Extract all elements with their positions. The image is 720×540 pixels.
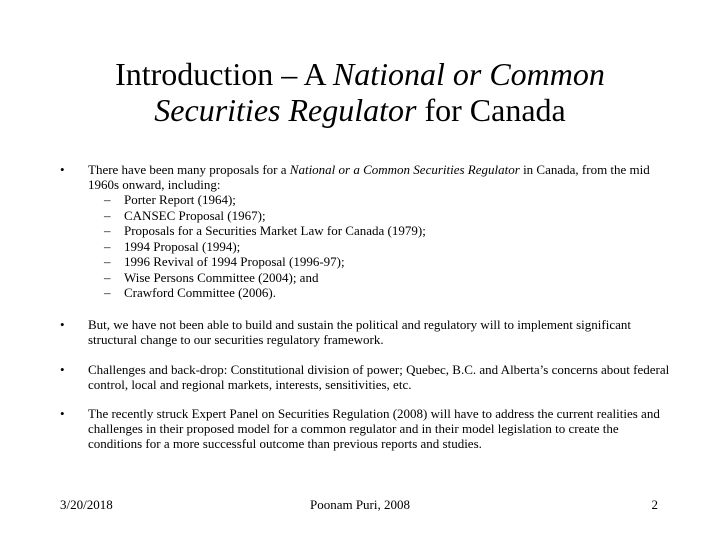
list-item-text: CANSEC Proposal (1967); (124, 207, 266, 223)
title-emphasis: Securities Regulator (154, 92, 417, 128)
proposal-list (88, 192, 676, 301)
dash-marker: – (104, 238, 111, 254)
bullet-expert-panel (56, 406, 676, 451)
bullet-text: in Canada, from the mid 1960s onward, including: (88, 162, 650, 192)
bullet-text: Challenges and back-drop: Constitutional division of power; Quebec, B.C. and Alberta’s concerns about federal control, local and regional markets, interests, sensitivities, etc. (88, 361, 670, 392)
dash-marker: – (104, 285, 111, 300)
bullet-text: There have been many proposals for a (88, 162, 290, 177)
list-item-text: 1994 Proposal (1994); (124, 238, 241, 254)
list-item (104, 285, 676, 301)
footer-author: Poonam Puri, 2008 (309, 497, 411, 512)
bullet-emphasis: National or a Common Securities Regulator (289, 162, 520, 177)
bullet-text: But, we have not been able to build and sustain the political and regulatory will to implement significant structural change to our securities regulatory framework. (88, 316, 631, 347)
title-line-2 (60, 92, 660, 128)
title-emphasis: National or Common (332, 56, 605, 92)
dash-marker: – (104, 254, 111, 269)
slide-body (56, 162, 676, 451)
title-text: Introduction – A (115, 56, 333, 92)
bullet-challenges (56, 362, 676, 392)
dash-marker: – (104, 223, 111, 238)
footer-date: 3/20/2018 (60, 497, 113, 512)
list-item (104, 208, 676, 224)
dash-marker: – (104, 207, 111, 223)
bullet-text: The recently struck Expert Panel on Securities Regulation (2008) will have to address the current realities and challenges in their proposed model for a common regulator and in their model legislation to create the conditions for a more successful outcome than previous reports and studies. (88, 405, 660, 451)
list-item (104, 254, 676, 270)
bullet-marker: • (60, 405, 65, 421)
list-item-text: Porter Report (1964); (124, 192, 236, 207)
list-item-text: Crawford Committee (2006). (124, 285, 276, 300)
dash-marker: – (104, 192, 111, 207)
list-item (104, 239, 676, 255)
list-item (104, 223, 676, 239)
list-item-text: Proposals for a Securities Market Law for Canada (1979); (124, 223, 426, 238)
bullet-political-will (56, 317, 676, 347)
bullet-marker: • (60, 162, 65, 177)
title-text: for Canada (416, 92, 566, 128)
bullet-proposals (56, 162, 676, 301)
bullet-marker: • (60, 316, 65, 332)
slide-title (60, 56, 660, 128)
list-item (104, 192, 676, 208)
page-number: 2 (651, 497, 658, 512)
list-item-text: 1996 Revival of 1994 Proposal (1996-97); (124, 254, 345, 269)
list-item (104, 270, 676, 286)
bullet-marker: • (60, 361, 65, 377)
dash-marker: – (104, 269, 111, 285)
list-item-text: Wise Persons Committee (2004); and (124, 269, 319, 285)
title-line-1 (60, 56, 660, 92)
